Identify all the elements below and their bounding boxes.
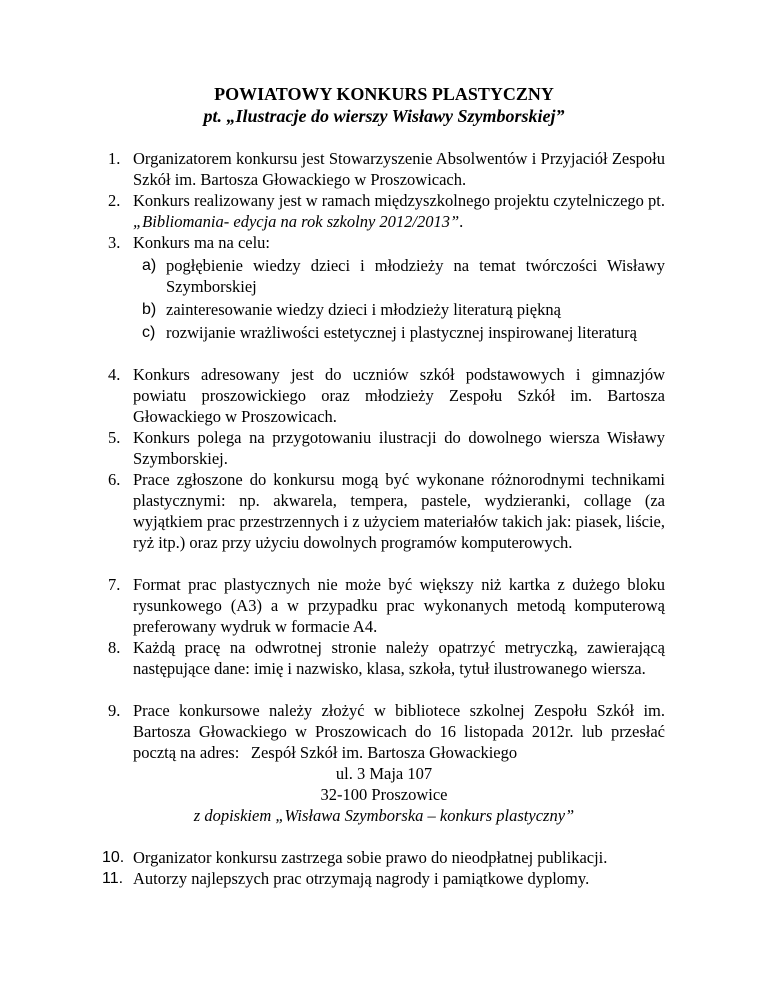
item-text: Prace konkursowe należy złożyć w bibliotece szkolnej Zespołu Szkół im. Bartosza Głowackiego w Proszowicach do 16 listopada 2012r. lub przesłać pocztą na adres: xyxy=(133,701,665,762)
item-text: Prace zgłoszone do konkursu mogą być wykonane różnorodnymi technikami plastycznymi: np. akwarela, tempera, pastele, wydzieranki, collage (za wyjątkiem prac przestrzennych i z użyciem materiałów takich jak: piasek, liście, ryż itp.) oraz przy użyciu dowolnych programów komputerowych. xyxy=(133,470,665,552)
item-number: 3. xyxy=(108,233,121,252)
item-number: 7. xyxy=(108,575,121,594)
goal-text: rozwijanie wrażliwości estetycznej i plastycznej inspirowanej literaturą xyxy=(166,323,637,342)
item-text: Konkurs ma na celu: xyxy=(133,233,271,252)
list-item-11 xyxy=(102,868,665,889)
list-item-4 xyxy=(108,364,665,427)
item-number: 1. xyxy=(108,149,121,168)
item-number: 6. xyxy=(108,470,121,489)
goal-letter: a) xyxy=(142,257,157,274)
goal-item-c xyxy=(142,322,665,343)
item-text-end: . xyxy=(459,212,464,231)
list-item-10 xyxy=(102,847,665,868)
goal-text: pogłębienie wiedzy dzieci i młodzieży na temat twórczości Wisławy Szymborskiej xyxy=(166,256,665,296)
list-item-6 xyxy=(108,469,665,553)
document-subtitle: pt. „Ilustracje do wierszy Wisławy Szymborskiej” xyxy=(203,106,565,126)
list-item-8 xyxy=(108,637,665,679)
list-item-7 xyxy=(108,574,665,637)
item-number: 4. xyxy=(108,365,121,384)
goal-item-a xyxy=(142,255,665,297)
address-line-3: 32-100 Proszowice xyxy=(320,785,448,804)
address-note: z dopiskiem „Wisława Szymborska – konkurs plastyczny” xyxy=(193,806,575,825)
item-text: Konkurs adresowany jest do uczniów szkół podstawowych i gimnazjów powiatu proszowickiego oraz młodzieży Zespołu Szkół im. Bartosza Głowackiego w Proszowicach. xyxy=(133,365,665,426)
list-item-5 xyxy=(108,427,665,469)
document-title: POWIATOWY KONKURS PLASTYCZNY xyxy=(214,84,554,104)
goal-letter: c) xyxy=(142,324,156,341)
item-number: 8. xyxy=(108,638,121,657)
goal-letter: b) xyxy=(142,301,157,318)
item-number: 10. xyxy=(102,849,125,866)
address-line-1: Zespół Szkół im. Bartosza Głowackiego xyxy=(250,743,518,762)
item-text: Organizatorem konkursu jest Stowarzyszenie Absolwentów i Przyjaciół Zespołu Szkół im. Bartosza Głowackiego w Proszowicach. xyxy=(133,149,665,189)
item-text: Konkurs realizowany jest w ramach międzyszkolnego projektu czytelniczego pt. xyxy=(133,191,665,210)
item-number: 5. xyxy=(108,428,121,447)
item-text: Każdą pracę na odwrotnej stronie należy opatrzyć metryczką, zawierającą następujące dane: imię i nazwisko, klasa, szkoła, tytuł ilustrowanego wiersza. xyxy=(133,638,665,678)
list-item-1 xyxy=(108,148,665,190)
item-text: Autorzy najlepszych prac otrzymają nagrody i pamiątkowe dyplomy. xyxy=(133,869,590,888)
project-name: „Bibliomania- edycja na rok szkolny 2012/2013” xyxy=(133,212,460,231)
item-text: Organizator konkursu zastrzega sobie prawo do nieodpłatnej publikacji. xyxy=(133,848,608,867)
list-item-3 xyxy=(108,232,665,253)
item-number: 2. xyxy=(108,191,121,210)
item-text: Format prac plastycznych nie może być większy niż kartka z dużego bloku rysunkowego (A3) a w przypadku prac wykonanych metodą komputerową preferowany wydruk w formacie A4. xyxy=(133,575,665,636)
item-text: Konkurs polega na przygotowaniu ilustracji do dowolnego wiersza Wisławy Szymborskiej. xyxy=(133,428,665,468)
item-number: 11. xyxy=(102,870,124,887)
goal-text: zainteresowanie wiedzy dzieci i młodzieży literaturą piękną xyxy=(166,300,561,319)
list-item-2 xyxy=(108,190,665,232)
item-number: 9. xyxy=(108,701,121,720)
address-line-2: ul. 3 Maja 107 xyxy=(335,764,433,783)
goal-item-b xyxy=(142,299,665,320)
